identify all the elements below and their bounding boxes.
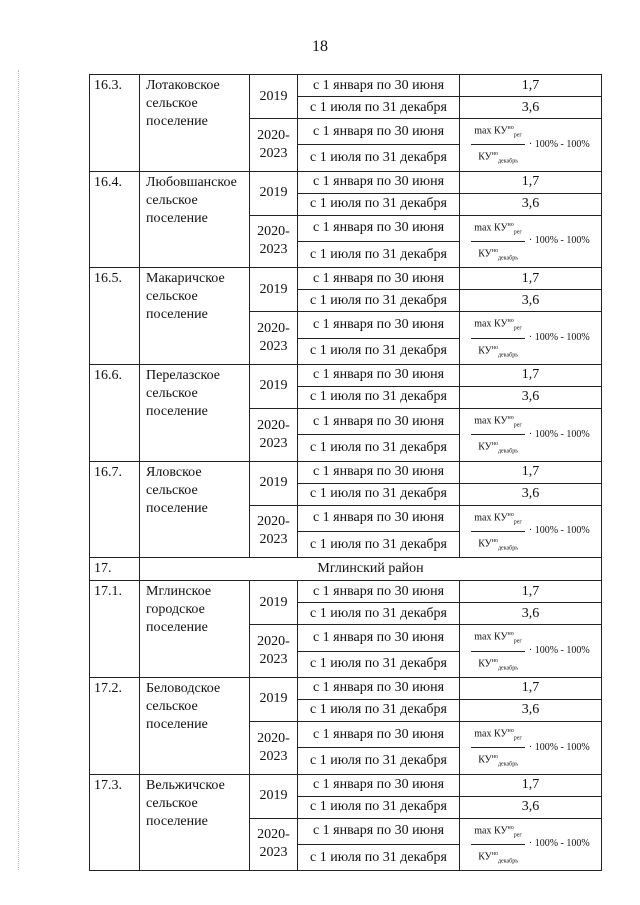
page-number: 18: [312, 38, 328, 55]
year-range: [250, 818, 298, 871]
district-number: 17.: [90, 558, 140, 581]
formula-tail: · 100% - 100%: [528, 741, 590, 753]
year-2019: 2019: [250, 171, 298, 215]
settlement-name: [140, 774, 250, 871]
year-2019: 2019: [250, 364, 298, 408]
year-range: [250, 312, 298, 365]
formula-sub-reg: рег: [513, 325, 522, 332]
settlement-name-line: Беловодское: [146, 680, 221, 696]
formula-fraction: [471, 625, 525, 677]
year-range-line: 2023: [259, 435, 288, 451]
year-range-line: 2023: [259, 145, 288, 161]
period-first-half: с 1 января по 30 июня: [298, 215, 460, 241]
formula-sub-dec: декабрь: [497, 858, 518, 865]
period-second-half: с 1 июля по 31 декабря: [298, 193, 460, 215]
table-row: [90, 677, 602, 699]
period-second-half: с 1 июля по 31 декабря: [298, 386, 460, 408]
settlement-name-line: Перелазское: [146, 367, 220, 383]
year-range-line: 2020-: [257, 417, 290, 433]
period-first-half: с 1 января по 30 июня: [298, 312, 460, 338]
settlement-name-line: Мглинское: [146, 584, 212, 600]
formula-sub-dec: декабрь: [497, 255, 518, 262]
settlement-name-line: городское: [146, 602, 205, 618]
settlement-name-line: поселение: [146, 210, 208, 226]
table-row: [90, 461, 602, 483]
index-value: 3,6: [460, 290, 602, 312]
year-range-line: 2020-: [257, 321, 290, 337]
year-range-line: 2023: [259, 652, 288, 668]
formula-den-label: КУ: [478, 754, 492, 766]
growth-formula: [471, 506, 589, 558]
formula-cell: [460, 721, 602, 774]
period-second-half: с 1 июля по 31 декабря: [298, 699, 460, 721]
formula-sup-no: но: [491, 247, 498, 254]
period-first-half: с 1 января по 30 июня: [298, 505, 460, 531]
year-2019: 2019: [250, 461, 298, 505]
settlement-name-line: сельское: [146, 385, 198, 401]
formula-den-label: КУ: [478, 538, 492, 550]
formula-sup-no: но: [507, 414, 514, 421]
formula-sub-dec: декабрь: [497, 351, 518, 358]
settlement-name: [140, 171, 250, 268]
index-value: 1,7: [460, 75, 602, 97]
settlement-name-line: поселение: [146, 716, 208, 732]
year-range-line: 2023: [259, 748, 288, 764]
settlement-number: 16.3.: [90, 75, 140, 172]
formula-sub-reg: рег: [513, 228, 522, 235]
formula-tail: · 100% - 100%: [528, 235, 590, 247]
formula-sub-reg: рег: [513, 132, 522, 139]
formula-sup-no: но: [507, 511, 514, 518]
period-first-half: с 1 января по 30 июня: [298, 75, 460, 97]
formula-numerator: [471, 625, 525, 651]
formula-denominator: [475, 145, 521, 170]
formula-max-label: max КУ: [474, 631, 508, 643]
formula-tail: · 100% - 100%: [528, 645, 590, 657]
formula-sup-no: но: [507, 125, 514, 131]
formula-denominator: [475, 748, 521, 773]
index-value: 1,7: [460, 461, 602, 483]
period-first-half: с 1 января по 30 июня: [298, 721, 460, 747]
formula-max-label: max КУ: [474, 221, 508, 233]
period-first-half: с 1 января по 30 июня: [298, 818, 460, 844]
growth-formula: [471, 216, 589, 268]
formula-fraction: [471, 506, 525, 558]
year-range: [250, 625, 298, 678]
year-range-line: 2023: [259, 339, 288, 355]
formula-cell: [460, 818, 602, 871]
index-value: 1,7: [460, 581, 602, 603]
period-first-half: с 1 января по 30 июня: [298, 677, 460, 699]
settlement-name-line: поселение: [146, 307, 208, 323]
year-range-line: 2020-: [257, 827, 290, 843]
formula-denominator: [475, 435, 521, 460]
district-title: Мглинский район: [140, 558, 602, 581]
index-value: 1,7: [460, 774, 602, 796]
formula-sup-no: но: [491, 850, 498, 857]
formula-denominator: [475, 652, 521, 677]
growth-formula: [471, 312, 589, 364]
formula-sub-dec: декабрь: [497, 448, 518, 455]
formula-cell: [460, 408, 602, 461]
formula-denominator: [475, 845, 521, 870]
period-second-half: с 1 июля по 31 декабря: [298, 483, 460, 505]
settlement-name-line: поселение: [146, 620, 208, 636]
year-range-line: 2020-: [257, 514, 290, 530]
formula-sub-dec: декабрь: [497, 761, 518, 768]
settlement-number: 16.7.: [90, 461, 140, 558]
settlement-name: [140, 364, 250, 461]
formula-numerator: [471, 312, 525, 338]
year-range: [250, 408, 298, 461]
settlement-name: [140, 75, 250, 172]
year-range: [250, 119, 298, 172]
growth-formula: [471, 722, 589, 774]
table-row: [90, 364, 602, 386]
formula-cell: [460, 312, 602, 365]
formula-numerator: [471, 819, 525, 845]
settlement-name-line: Лотаковское: [146, 78, 220, 93]
formula-tail: · 100% - 100%: [528, 525, 590, 537]
formula-sup-no: но: [507, 727, 514, 734]
formula-sub-dec: декабрь: [497, 158, 518, 165]
formula-sup-no: но: [491, 754, 498, 761]
period-first-half: с 1 января по 30 июня: [298, 268, 460, 290]
settlement-number: 16.5.: [90, 268, 140, 365]
settlement-number: 17.2.: [90, 677, 140, 774]
period-second-half: с 1 июля по 31 декабря: [298, 435, 460, 461]
growth-formula: [471, 625, 589, 677]
year-2019: 2019: [250, 268, 298, 312]
period-first-half: с 1 января по 30 июня: [298, 119, 460, 145]
period-first-half: с 1 января по 30 июня: [298, 625, 460, 651]
formula-max-label: max КУ: [474, 824, 508, 836]
table-row: [90, 268, 602, 290]
settlement-number: 17.1.: [90, 581, 140, 678]
formula-tail: · 100% - 100%: [528, 332, 590, 344]
formula-sub-dec: декабрь: [497, 545, 518, 552]
formula-sub-reg: рег: [513, 831, 522, 838]
growth-formula: [471, 119, 589, 171]
formula-fraction: [471, 722, 525, 774]
settlement-name-line: Яловское: [146, 464, 202, 480]
period-second-half: с 1 июля по 31 декабря: [298, 290, 460, 312]
formula-sup-no: но: [507, 318, 514, 325]
settlement-name-line: Любовшанское: [146, 174, 237, 190]
period-first-half: с 1 января по 30 июня: [298, 408, 460, 434]
formula-numerator: [471, 722, 525, 748]
year-2019: 2019: [250, 581, 298, 625]
formula-den-label: КУ: [478, 657, 492, 669]
formula-denominator: [475, 242, 521, 267]
index-value: 3,6: [460, 193, 602, 215]
period-second-half: с 1 июля по 31 декабря: [298, 97, 460, 119]
formula-tail: · 100% - 100%: [528, 838, 590, 850]
growth-formula: [471, 409, 589, 461]
settlement-name-line: поселение: [146, 500, 208, 516]
year-2019: 2019: [250, 677, 298, 721]
formula-sub-reg: рег: [513, 638, 522, 645]
formula-fraction: [471, 312, 525, 364]
year-range-line: 2020-: [257, 127, 290, 143]
period-second-half: с 1 июля по 31 декабря: [298, 338, 460, 364]
settlement-number: 16.4.: [90, 171, 140, 268]
settlement-name: [140, 268, 250, 365]
period-first-half: с 1 января по 30 июня: [298, 581, 460, 603]
year-2019: 2019: [250, 774, 298, 818]
year-range-line: 2020-: [257, 730, 290, 746]
settlement-name: [140, 461, 250, 558]
formula-fraction: [471, 216, 525, 268]
tariff-table: [89, 74, 602, 871]
year-range: [250, 215, 298, 268]
formula-numerator: [471, 216, 525, 242]
formula-den-label: КУ: [478, 851, 492, 863]
index-value: 1,7: [460, 677, 602, 699]
margin-dotted-line: [18, 70, 21, 870]
formula-numerator: [471, 409, 525, 435]
formula-sup-no: но: [491, 657, 498, 664]
year-range-line: 2020-: [257, 634, 290, 650]
year-range-line: 2020-: [257, 224, 290, 240]
settlement-number: 17.3.: [90, 774, 140, 871]
period-first-half: с 1 января по 30 июня: [298, 774, 460, 796]
index-value: 3,6: [460, 699, 602, 721]
settlement-name-line: сельское: [146, 192, 198, 208]
period-second-half: с 1 июля по 31 декабря: [298, 531, 460, 557]
formula-sup-no: но: [491, 344, 498, 351]
formula-tail: · 100% - 100%: [528, 138, 590, 150]
year-range-line: 2023: [259, 242, 288, 258]
index-value: 3,6: [460, 386, 602, 408]
formula-cell: [460, 505, 602, 558]
index-value: 1,7: [460, 171, 602, 193]
table-body: [90, 75, 602, 871]
formula-sup-no: но: [507, 221, 514, 228]
table-row: [90, 171, 602, 193]
settlement-name-line: сельское: [146, 795, 198, 811]
settlement-name-line: Вельжичское: [146, 777, 225, 793]
period-first-half: с 1 января по 30 июня: [298, 461, 460, 483]
period-second-half: с 1 июля по 31 декабря: [298, 844, 460, 870]
formula-cell: [460, 625, 602, 678]
index-value: 3,6: [460, 483, 602, 505]
formula-max-label: max КУ: [474, 415, 508, 427]
formula-fraction: [471, 119, 525, 171]
formula-sup-no: но: [491, 441, 498, 448]
formula-numerator: [471, 119, 525, 145]
formula-sub-reg: рег: [513, 735, 522, 742]
formula-max-label: max КУ: [474, 511, 508, 523]
period-second-half: с 1 июля по 31 декабря: [298, 796, 460, 818]
settlement-name-line: поселение: [146, 114, 208, 129]
period-first-half: с 1 января по 30 июня: [298, 171, 460, 193]
formula-numerator: [471, 506, 525, 532]
formula-fraction: [471, 819, 525, 871]
formula-sup-no: но: [507, 824, 514, 831]
formula-sup-no: но: [491, 537, 498, 544]
settlement-name-line: сельское: [146, 698, 198, 714]
settlement-number: 16.6.: [90, 364, 140, 461]
formula-sup-no: но: [491, 151, 498, 158]
district-row: [90, 558, 602, 581]
settlement-name-line: сельское: [146, 96, 198, 111]
table-row: [90, 774, 602, 796]
period-second-half: с 1 июля по 31 декабря: [298, 651, 460, 677]
settlement-name-line: поселение: [146, 813, 208, 829]
period-second-half: с 1 июля по 31 декабря: [298, 603, 460, 625]
period-first-half: с 1 января по 30 июня: [298, 364, 460, 386]
formula-sub-reg: рег: [513, 422, 522, 429]
formula-cell: [460, 119, 602, 172]
year-range-line: 2023: [259, 845, 288, 861]
settlement-name-line: поселение: [146, 403, 208, 419]
index-value: 3,6: [460, 796, 602, 818]
formula-sub-dec: декабрь: [497, 664, 518, 671]
index-value: 1,7: [460, 364, 602, 386]
index-value: 3,6: [460, 97, 602, 119]
index-value: 1,7: [460, 268, 602, 290]
formula-denominator: [475, 532, 521, 557]
formula-sub-reg: рег: [513, 518, 522, 525]
formula-fraction: [471, 409, 525, 461]
formula-sup-no: но: [507, 631, 514, 638]
period-second-half: с 1 июля по 31 декабря: [298, 748, 460, 774]
period-second-half: с 1 июля по 31 декабря: [298, 241, 460, 267]
formula-tail: · 100% - 100%: [528, 428, 590, 440]
settlement-name: [140, 581, 250, 678]
formula-den-label: КУ: [478, 151, 492, 163]
formula-den-label: КУ: [478, 248, 492, 260]
settlement-name-line: сельское: [146, 289, 198, 305]
formula-max-label: max КУ: [474, 318, 508, 330]
year-range-line: 2023: [259, 532, 288, 548]
period-second-half: с 1 июля по 31 декабря: [298, 145, 460, 171]
formula-max-label: max КУ: [474, 728, 508, 740]
formula-den-label: КУ: [478, 441, 492, 453]
index-value: 3,6: [460, 603, 602, 625]
formula-max-label: max КУ: [474, 125, 508, 137]
year-2019: 2019: [250, 75, 298, 119]
settlement-name-line: Макаричское: [146, 271, 225, 287]
growth-formula: [471, 819, 589, 871]
table-row: [90, 75, 602, 97]
year-range: [250, 721, 298, 774]
formula-den-label: КУ: [478, 344, 492, 356]
formula-cell: [460, 215, 602, 268]
settlement-name-line: сельское: [146, 482, 198, 498]
table-row: [90, 581, 602, 603]
settlement-name: [140, 677, 250, 774]
formula-denominator: [475, 339, 521, 364]
year-range: [250, 505, 298, 558]
